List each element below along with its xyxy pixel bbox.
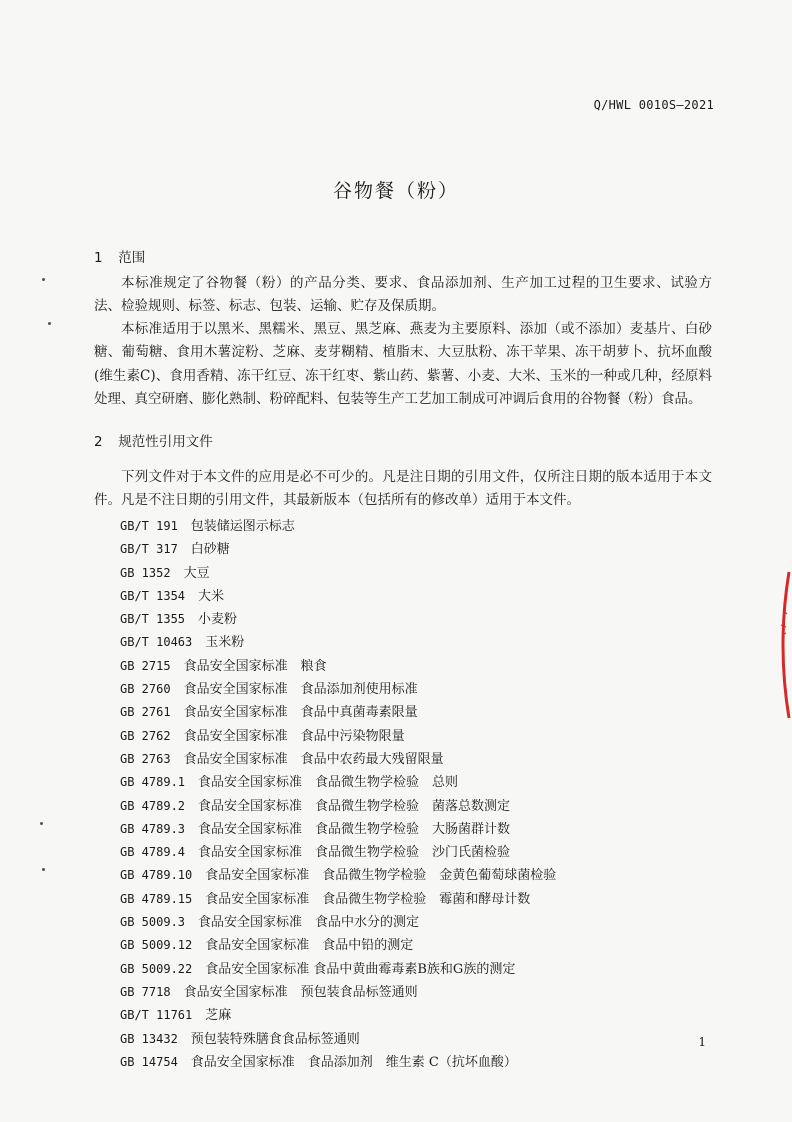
reference-item	[120, 864, 556, 887]
reference-item	[120, 818, 556, 841]
reference-code: GB 5009.22	[120, 961, 193, 976]
reference-code: GB 14754	[120, 1054, 178, 1069]
reference-item	[120, 911, 556, 934]
reference-title: 预包装特殊膳食食品标签通则	[190, 1031, 360, 1047]
reference-code: GB/T 11761	[120, 1008, 193, 1023]
reference-code: GB/T 191	[120, 519, 178, 533]
scan-dot	[42, 278, 45, 281]
section-number: 1	[94, 250, 103, 266]
scope-paragraph-2: 本标准适用于以黑米、黑糯米、黑豆、黑芝麻、燕麦为主要原料、添加（或不添加）麦基片、白砂糖、葡萄糖、食用木薯淀粉、芝麻、麦芽糊精、植脂末、大豆肽粉、冻干苹果、冻干胡萝卜、抗坏血酸(维生素C)、食用香精、冻干红豆、冻干红枣、紫山药、紫薯、小麦、大米、玉米的一种或几种，经原料处理、真空研磨、膨化熟制、粉碎配料、包装等生产工艺加工制成可冲调后食用的谷物餐（粉）食品。	[94, 321, 712, 407]
reference-item	[120, 771, 556, 794]
reference-item	[120, 958, 556, 981]
reference-code: GB 5009.3	[120, 915, 186, 930]
stamp-edge-icon	[775, 570, 792, 720]
reference-title: 白砂糖	[190, 542, 230, 558]
reference-item	[120, 1051, 556, 1074]
reference-code: GB/T 10463	[120, 635, 193, 650]
reference-title: 食品安全国家标准 食品添加剂使用标准	[183, 682, 418, 698]
reference-code: GB 2762	[120, 728, 171, 743]
reference-title: 大米	[198, 588, 225, 604]
reference-title: 食品安全国家标准 食品微生物学检验 大肠菌群计数	[198, 821, 511, 837]
reference-code: GB 4789.2	[120, 798, 186, 813]
reference-item	[120, 631, 556, 654]
reference-title: 玉米粉	[205, 635, 245, 651]
scan-dot	[40, 822, 43, 825]
reference-item	[120, 678, 556, 701]
reference-title: 食品安全国家标准 食品中铅的测定	[205, 938, 414, 954]
reference-code: GB 2760	[120, 682, 171, 697]
reference-item	[120, 841, 556, 864]
reference-title: 食品安全国家标准 粮食	[183, 658, 327, 674]
reference-item	[120, 981, 556, 1004]
document-title: 谷物餐（粉）	[332, 180, 459, 202]
reference-code: GB 1352	[120, 565, 171, 580]
section-heading-scope	[94, 246, 145, 266]
reference-title: 食品安全国家标准 预包装食品标签通则	[183, 984, 418, 1000]
reference-code: GB/T 1354	[120, 588, 186, 603]
reference-code: GB 7718	[120, 984, 171, 999]
references-intro-paragraph: 下列文件对于本文件的应用是必不可少的。凡是注日期的引用文件，仅所注日期的版本适用于本文件。凡是不注日期的引用文件，其最新版本（包括所有的修改单）适用于本文件。	[94, 469, 712, 509]
reference-code: GB 4789.4	[120, 845, 186, 860]
reference-code: GB 2761	[120, 705, 171, 720]
reference-title: 芝麻	[205, 1008, 232, 1024]
reference-item	[120, 701, 556, 724]
reference-title: 食品安全国家标准 食品添加剂 维生素 C（抗坏血酸）	[190, 1054, 517, 1070]
reference-item	[120, 725, 556, 748]
reference-title: 大豆	[183, 565, 210, 581]
reference-item	[120, 1028, 556, 1051]
reference-item	[120, 585, 556, 608]
reference-item	[120, 562, 556, 585]
reference-item	[120, 795, 556, 818]
reference-title: 食品安全国家标准 食品微生物学检验 总则	[198, 775, 459, 791]
reference-item	[120, 655, 556, 678]
section-number: 2	[94, 434, 103, 450]
reference-title: 食品安全国家标准 食品微生物学检验 菌落总数测定	[198, 798, 511, 814]
reference-item	[120, 538, 556, 561]
reference-code: GB 2715	[120, 658, 171, 673]
scope-paragraph-1: 本标准规定了谷物餐（粉）的产品分类、要求、食品添加剂、生产加工过程的卫生要求、试验方法、检验规则、标签、标志、包装、运输、贮存及保质期。	[94, 275, 712, 315]
reference-title: 食品安全国家标准 食品中农药最大残留限量	[183, 751, 444, 767]
scan-dot	[42, 868, 45, 871]
reference-title: 食品安全国家标准 食品微生物学检验 金黄色葡萄球菌检验	[205, 868, 557, 884]
reference-code: GB 4789.1	[120, 775, 186, 790]
section-title: 范围	[118, 250, 146, 266]
reference-item	[120, 888, 556, 911]
reference-title: 食品安全国家标准 食品中水分的测定	[198, 915, 420, 931]
reference-title: 食品安全国家标准 食品微生物学检验 沙门氏菌检验	[198, 845, 511, 861]
reference-code: GB/T 317	[120, 542, 178, 557]
reference-title: 食品安全国家标准 食品微生物学检验 霉菌和酵母计数	[205, 891, 531, 907]
reference-item	[120, 934, 556, 957]
reference-title: 小麦粉	[198, 612, 238, 628]
reference-code: GB/T 1355	[120, 612, 186, 627]
reference-code: GB 2763	[120, 751, 171, 766]
page-number: 1	[698, 1035, 706, 1049]
reference-code: GB 4789.3	[120, 821, 186, 836]
section-heading-normative-references	[94, 430, 213, 450]
reference-title: 食品安全国家标准 食品中真菌毒素限量	[183, 705, 418, 721]
reference-title: 食品安全国家标准 食品中黄曲霉毒素B族和G族的测定	[205, 961, 516, 977]
reference-item	[120, 1004, 556, 1027]
document-code: Q/HWL 0010S—2021	[593, 98, 714, 112]
scan-dot	[48, 322, 51, 325]
reference-list	[120, 515, 556, 1074]
reference-item	[120, 515, 556, 538]
reference-code: GB 5009.12	[120, 938, 193, 953]
reference-item	[120, 748, 556, 771]
reference-code: GB 4789.10	[120, 868, 193, 883]
reference-code: GB 4789.15	[120, 891, 193, 906]
section-title: 规范性引用文件	[118, 434, 213, 450]
reference-code: GB 13432	[120, 1031, 178, 1046]
reference-title: 食品安全国家标准 食品中污染物限量	[183, 728, 405, 744]
reference-item	[120, 608, 556, 631]
reference-title: 包装储运图示标志	[190, 519, 295, 534]
